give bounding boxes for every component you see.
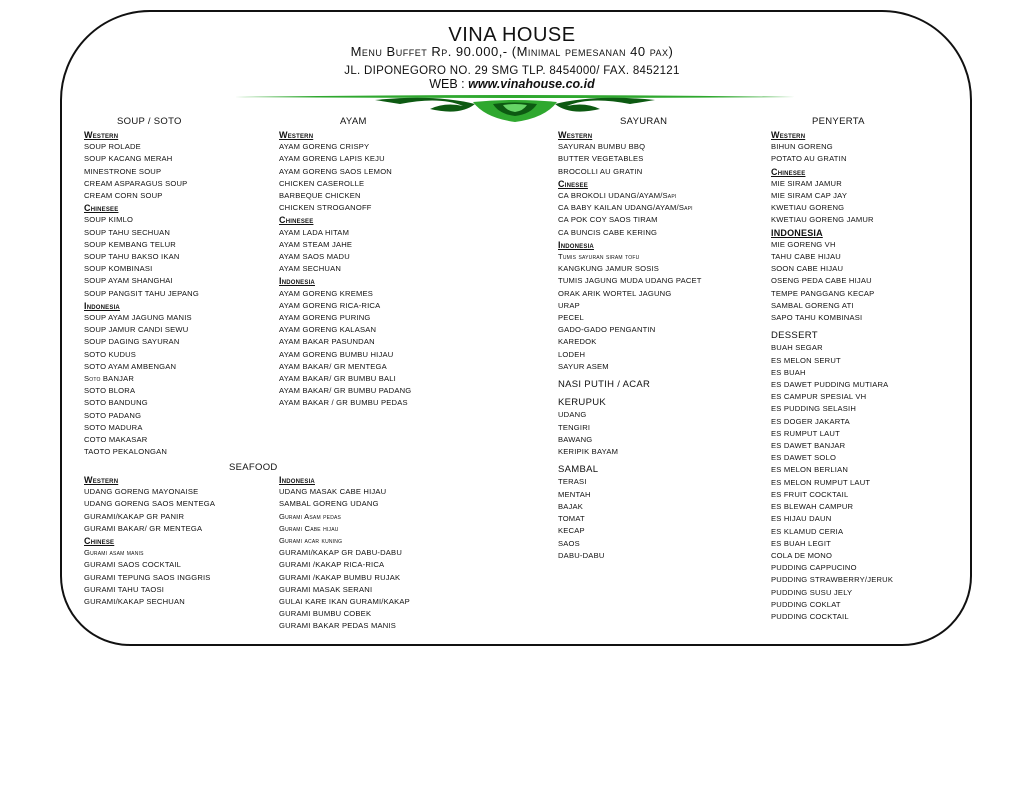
menu-item: SAYUR ASEM [558, 361, 609, 371]
menu-item: KANGKUNG JAMUR SOSIS [558, 264, 660, 274]
menu-item: AYAM GORENG SAOS LEMON [279, 166, 392, 176]
category-label: Western [84, 130, 119, 140]
web-label: WEB : [429, 77, 465, 91]
category-label: Indonesia [279, 475, 315, 485]
menu-item: POTATO AU GRATIN [771, 154, 847, 164]
menu-item: AYAM GORENG PURING [279, 313, 371, 323]
menu-item: SOUP TAHU SECHUAN [84, 227, 171, 237]
menu-item: MIE GORENG VH [771, 239, 836, 249]
menu-item: MIE SIRAM CAP JAY [771, 191, 848, 201]
menu-item: COLA DE MONO [771, 550, 833, 560]
menu-item: ES DAWET PUDDING MUTIARA [771, 380, 889, 390]
menu-item: Soto BANJAR [84, 374, 135, 384]
category-label: Indonesia [558, 239, 594, 250]
menu-item: ES DAWET BANJAR [771, 441, 846, 451]
menu-item: AYAM SECHUAN [279, 264, 342, 274]
menu-item: SOUP KOMBINASI [84, 264, 153, 274]
menu-item: BIHUN GORENG [771, 142, 833, 152]
menu-item: ES PUDDING SELASIH [771, 404, 857, 414]
decorative-ornament [235, 92, 795, 126]
menu-item: SOTO MADURA [84, 422, 143, 432]
menu-item: GURAMI /KAKAP RICA-RICA [279, 560, 385, 570]
menu-item: Gurami asam manis [84, 548, 144, 558]
menu-item: SOUP KIMLO [84, 215, 134, 225]
menu-item: SOTO BANDUNG [84, 398, 148, 408]
seafood-left-column [84, 474, 215, 608]
category-label: Indonesia [279, 276, 315, 287]
menu-item: BUAH SEGAR [771, 343, 823, 353]
menu-item: TAOTO PEKALONGAN [84, 447, 168, 457]
category-label: INDONESIA [771, 227, 823, 238]
penyerta-column [771, 129, 893, 623]
menu-item: CREAM CORN SOUP [84, 191, 163, 201]
menu-item: SAMBAL GORENG UDANG [279, 499, 379, 509]
menu-item: SOTO KUDUS [84, 349, 137, 359]
menu-item: CA BUNCIS CABE KERING [558, 227, 658, 237]
category-label: Western [84, 475, 119, 485]
heading-sayuran: SAYURAN [620, 116, 668, 127]
sayuran-column [558, 129, 702, 562]
menu-item: AYAM STEAM JAHE [279, 239, 353, 249]
menu-item: URAP [558, 300, 580, 310]
menu-item: GURAMI /KAKAP BUMBU RUJAK [279, 572, 401, 582]
menu-item: KERIPIK BAYAM [558, 447, 619, 457]
menu-item: AYAM GORENG KREMES [279, 288, 374, 298]
menu-item: KAREDOK [558, 337, 597, 347]
menu-item: KWETIAU GORENG [771, 203, 845, 213]
menu-item: ES BUAH [771, 367, 806, 377]
menu-item: ES KLAMUD CERIA [771, 526, 844, 536]
menu-item: GULAI KARE IKAN GURAMI/KAKAP [279, 597, 410, 607]
menu-item: SAOS [558, 538, 580, 548]
menu-item: MIE SIRAM JAMUR [771, 178, 842, 188]
menu-item: AYAM SAOS MADU [279, 252, 350, 262]
menu-item: PUDDING COKLAT [771, 599, 841, 609]
menu-item: TERASI [558, 477, 587, 487]
menu-item: GURAMI BUMBU COBEK [279, 609, 372, 619]
menu-item: PECEL [558, 313, 584, 323]
menu-item: GURAMI TEPUNG SAOS INGGRIS [84, 572, 211, 582]
menu-item: GURAMI SAOS COCKTAIL [84, 560, 182, 570]
menu-item: KWETIAU GORENG JAMUR [771, 215, 874, 225]
soup-column [84, 129, 199, 458]
menu-item: UDANG GORENG SAOS MENTEGA [84, 499, 216, 509]
section-heading: KERUPUK [558, 397, 607, 409]
menu-item: UDANG MASAK CABE HIJAU [279, 487, 387, 497]
menu-item: SOTO PADANG [84, 410, 142, 420]
menu-item: SAYURAN BUMBU BBQ [558, 142, 646, 152]
restaurant-title: VINA HOUSE [448, 24, 576, 46]
menu-item: AYAM GORENG KALASAN [279, 325, 377, 335]
menu-item: AYAM BAKAR/ GR BUMBU BALI [279, 374, 396, 384]
menu-item: PUDDING COCKTAIL [771, 611, 849, 621]
menu-item: ES BUAH LEGIT [771, 538, 831, 548]
category-label: Chinesee [279, 215, 314, 226]
menu-item: ES MELON BERLIAN [771, 465, 849, 475]
menu-item: GURAMI MASAK SERANI [279, 584, 373, 594]
menu-item: SOUP JAMUR CANDI SEWU [84, 325, 189, 335]
address-line: JL. DIPONEGORO NO. 29 SMG TLP. 8454000/ FAX. 8452121 [344, 65, 680, 77]
menu-item: ES DAWET SOLO [771, 453, 837, 463]
section-heading: DESSERT [771, 330, 818, 342]
menu-item: TUMIS JAGUNG MUDA UDANG PACET [558, 276, 702, 286]
menu-item: SOUP TAHU BAKSO IKAN [84, 252, 180, 262]
menu-item: ES HIJAU DAUN [771, 514, 832, 524]
buffet-price-subtitle: Menu Buffet Rp. 90.000,- (Minimal pemesanan 40 pax) [350, 44, 674, 59]
menu-item: SOUP ROLADE [84, 142, 141, 152]
menu-item: SOUP DAGING SAYURAN [84, 337, 180, 347]
web-url[interactable]: www.vinahouse.co.id [468, 77, 595, 91]
menu-item: SAMBAL GORENG ATI [771, 300, 854, 310]
menu-item: Gurami Asam pedas [279, 511, 342, 521]
menu-item: SOUP KACANG MERAH [84, 154, 173, 164]
menu-item: AYAM BAKAR / GR BUMBU PEDAS [279, 398, 408, 408]
menu-item: UDANG GORENG MAYONAISE [84, 487, 199, 497]
menu-item: ES MELON SERUT [771, 355, 841, 365]
category-label: Chinese [84, 536, 115, 547]
menu-item: SAPO TAHU KOMBINASI [771, 313, 863, 323]
menu-item: AYAM GORENG BUMBU HIJAU [279, 349, 394, 359]
menu-item: KECAP [558, 526, 585, 536]
menu-item: AYAM GORENG LAPIS KEJU [279, 154, 385, 164]
menu-item: ORAK ARIK WORTEL JAGUNG [558, 288, 672, 298]
menu-item: Tumis sayuran siram tofu [558, 252, 640, 262]
menu-item: BUTTER VEGETABLES [558, 154, 644, 164]
section-heading: NASI PUTIH / ACAR [558, 379, 651, 391]
category-label: Chinesee [84, 203, 119, 214]
menu-item: TOMAT [558, 514, 585, 524]
menu-item: TENGIRI [558, 422, 591, 432]
menu-item: ES BLEWAH CAMPUR [771, 502, 854, 512]
menu-item: LODEH [558, 349, 586, 359]
web-line [0, 77, 1024, 91]
menu-item: BROCOLLI AU GRATIN [558, 166, 643, 176]
menu-item: SOUP KEMBANG TELUR [84, 239, 176, 249]
menu-item: PUDDING STRAWBERRY/JERUK [771, 575, 894, 585]
heading-soup: SOUP / SOTO [117, 116, 182, 127]
menu-item: BAJAK [558, 501, 584, 511]
menu-item: PUDDING CAPPUCINO [771, 563, 857, 573]
category-label: Cinesee [558, 178, 588, 189]
category-label: Western [771, 130, 806, 140]
menu-item: SOTO BLORA [84, 386, 136, 396]
ayam-column [279, 129, 411, 410]
category-label: Western [279, 130, 314, 140]
menu-item: ES RUMPUT LAUT [771, 428, 840, 438]
category-label: Western [558, 130, 593, 140]
menu-item: AYAM BAKAR/ GR MENTEGA [279, 361, 387, 371]
menu-item: OSENG PEDA CABE HIJAU [771, 276, 872, 286]
category-label: Chinesee [771, 166, 806, 177]
heading-ayam: AYAM [340, 116, 367, 127]
menu-item: Gurami acar kuning [279, 536, 343, 546]
menu-item: ES MELON RUMPUT LAUT [771, 477, 871, 487]
category-label: Indonesia [84, 300, 120, 311]
heading-seafood: SEAFOOD [229, 462, 278, 473]
menu-item: BAWANG [558, 434, 593, 444]
menu-item: GADO-GADO PENGANTIN [558, 325, 656, 335]
menu-item: SOUP AYAM JAGUNG MANIS [84, 313, 192, 323]
menu-item: AYAM LADA HITAM [279, 227, 350, 237]
menu-item: SOUP PANGSIT TAHU JEPANG [84, 288, 199, 298]
menu-item: GURAMI BAKAR PEDAS MANIS [279, 621, 397, 631]
menu-item: GURAMI/KAKAP SECHUAN [84, 597, 185, 607]
menu-item: BARBEQUE CHICKEN [279, 191, 361, 201]
menu-item: SOUP AYAM SHANGHAI [84, 276, 173, 286]
menu-item: TAHU CABE HIJAU [771, 252, 841, 262]
menu-item: Gurami Cabe hijau [279, 523, 339, 533]
menu-item: GURAMI BAKAR/ GR MENTEGA [84, 523, 203, 533]
menu-item: MENTAH [558, 489, 591, 499]
menu-item: GURAMI/KAKAP GR PANIR [84, 511, 185, 521]
menu-item: CA BABY KAILAN UDANG/AYAM/Sapi [558, 203, 693, 213]
heading-penyerta: PENYERTA [812, 116, 865, 127]
menu-item: AYAM GORENG CRISPY [279, 142, 370, 152]
menu-item: CREAM ASPARAGUS SOUP [84, 178, 188, 188]
menu-item: DABU-DABU [558, 550, 605, 560]
menu-item: CA POK COY SAOS TIRAM [558, 215, 658, 225]
menu-item: CHICKEN CASEROLLE [279, 178, 365, 188]
menu-item: CA BROKOLI UDANG/AYAM/Sapi [558, 191, 677, 201]
menu-item: AYAM BAKAR/ GR BUMBU PADANG [279, 386, 412, 396]
seafood-right-column [279, 474, 410, 633]
menu-item: CHICKEN STROGANOFF [279, 203, 372, 213]
menu-item: GURAMI/KAKAP GR DABU-DABU [279, 548, 403, 558]
menu-item: ES CAMPUR SPESIAL VH [771, 392, 867, 402]
menu-item: SOON CABE HIJAU [771, 264, 844, 274]
section-heading: SAMBAL [558, 464, 599, 476]
menu-item: GURAMI TAHU TAOSI [84, 584, 165, 594]
menu-item: UDANG [558, 410, 587, 420]
menu-item: COTO MAKASAR [84, 435, 148, 445]
menu-item: ES DOGER JAKARTA [771, 416, 850, 426]
menu-item: AYAM BAKAR PASUNDAN [279, 337, 375, 347]
menu-item: AYAM GORENG RICA-RICA [279, 300, 381, 310]
menu-item: PUDDING SUSU JELY [771, 587, 853, 597]
menu-item: TEMPE PANGGANG KECAP [771, 288, 875, 298]
menu-item: SOTO AYAM AMBENGAN [84, 361, 177, 371]
menu-item: ES FRUIT COCKTAIL [771, 489, 849, 499]
menu-item: MINESTRONE SOUP [84, 166, 162, 176]
